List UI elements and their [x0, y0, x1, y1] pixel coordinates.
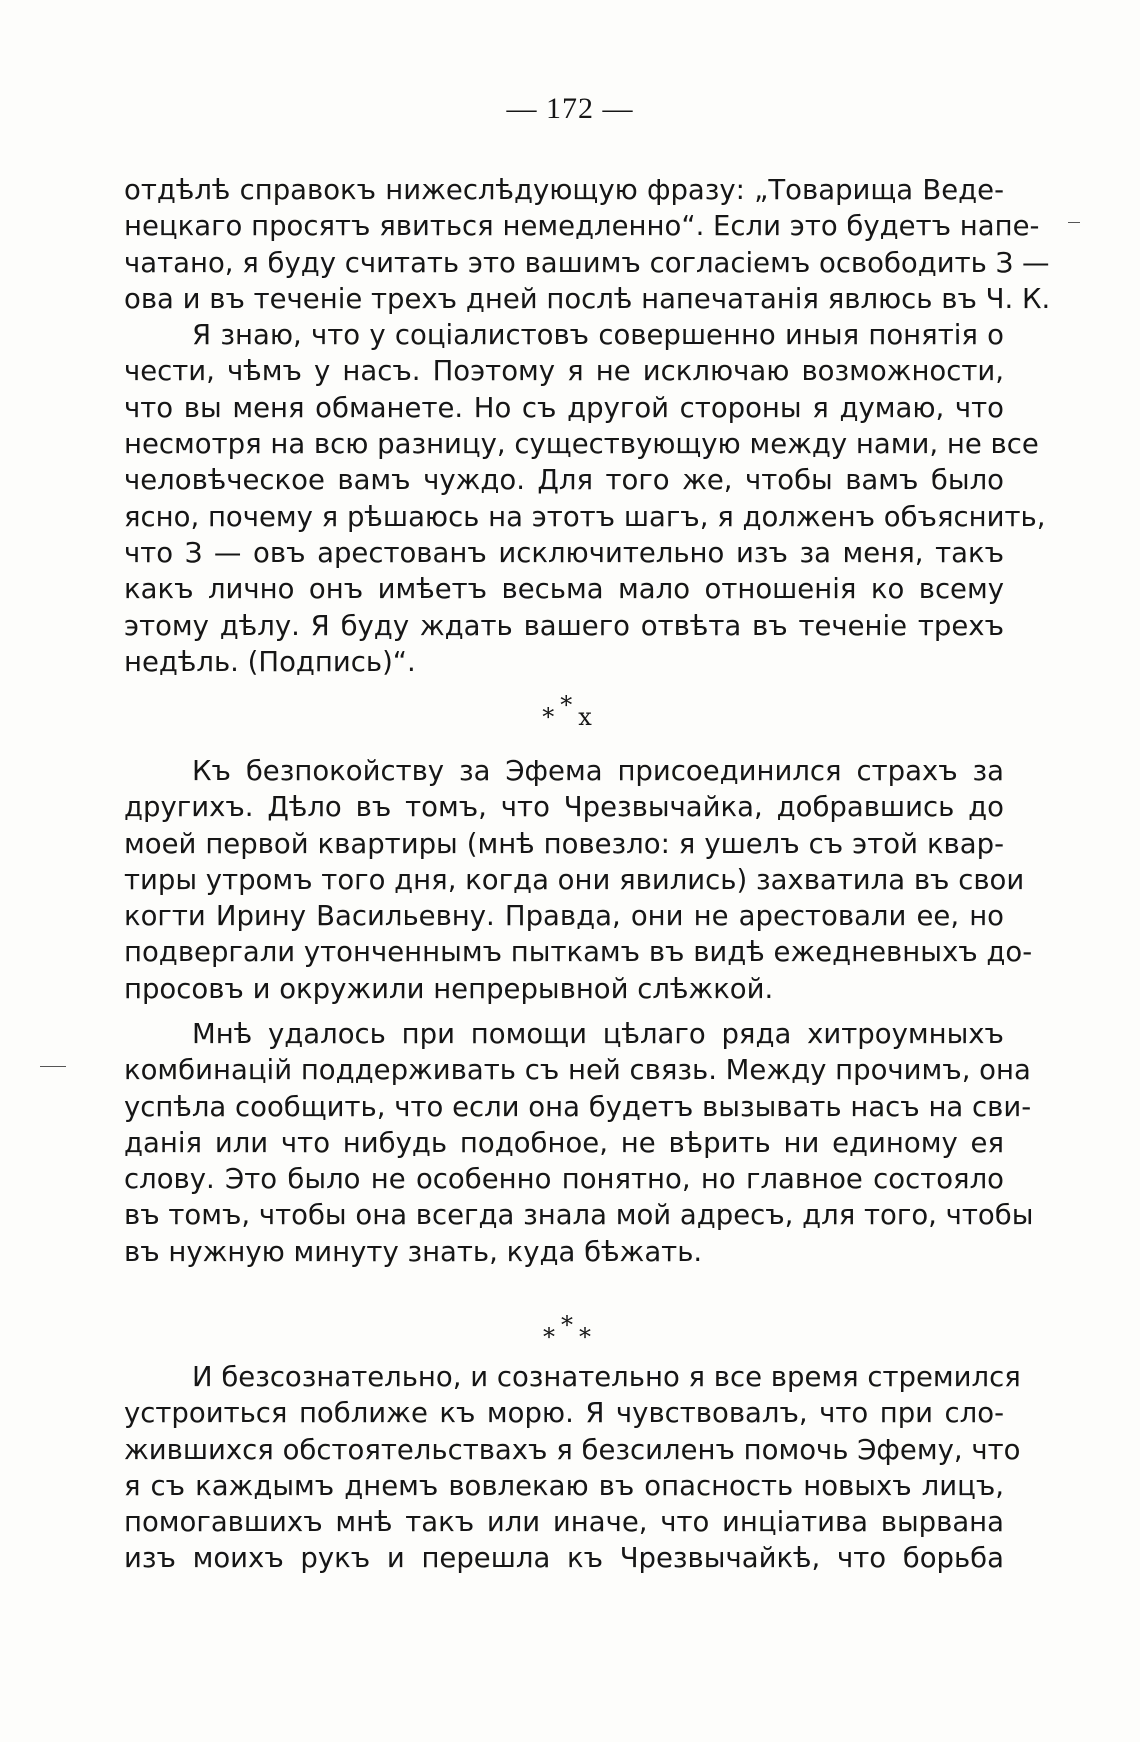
text-line: ова и въ теченіе трехъ дней послѣ напечатанія явлюсь въ Ч. К.	[124, 282, 1051, 315]
text-line: когти Ирину Васильевну. Правда, они не арестовали ее, но	[124, 900, 1004, 933]
text-line: тиры утромъ того дня, когда они явились) захватила въ свои	[124, 863, 1025, 896]
text-line: чести, чѣмъ у насъ. Поэтому я не исключаю возможности,	[124, 355, 1004, 388]
text-line: изъ моихъ рукъ и перешла къ Чрезвычайкѣ, что борьба	[124, 1542, 1004, 1575]
text-line: я съ каждымъ днемъ вовлекаю въ опасность новыхъ лицъ,	[124, 1469, 1004, 1502]
asterisk: *	[560, 691, 579, 719]
text-line: въ томъ, чтобы она всегда знала мой адресъ, для того, чтобы	[124, 1199, 1034, 1232]
text-line: Я знаю, что у соціалистовъ совершенно иныя понятія о	[192, 319, 1004, 352]
text-line: данія или что нибудь подобное, не вѣрить ни единому ея	[124, 1126, 1004, 1159]
text-line: подвергали утонченнымъ пыткамъ въ видѣ ежедневныхъ до-	[124, 936, 1033, 969]
paragraph-fear	[124, 753, 1033, 1007]
text-line: чатано, я буду считать это вашимъ согласіемъ освободить З —	[124, 246, 1050, 279]
text-line: устроиться поближе къ морю. Я чувствовалъ, что при сло-	[124, 1397, 1004, 1430]
section-break	[0, 691, 1140, 731]
text-line: моей первой квартиры (мнѣ повезло: я ушелъ съ этой квар-	[124, 827, 1004, 860]
page-number: — 172 —	[506, 92, 634, 125]
text-line: что вы меня обманете. Но съ другой стороны я думаю, что	[124, 391, 1004, 424]
paragraph-sea	[124, 1359, 1021, 1577]
text-line: Къ безпокойству за Эфема присоединился страхъ за	[192, 755, 1004, 787]
text-line: И безсознательно, и сознательно я все время стремился	[192, 1361, 1021, 1393]
text-line: нецкаго просятъ явиться немедленно“. Если это будетъ напе-	[124, 210, 1040, 243]
text-line: какъ лично онъ имѣетъ весьма мало отношенія ко всему	[124, 573, 1004, 606]
asterisk: *	[542, 703, 561, 731]
text-line: успѣла сообщить, что если она будетъ вызывать насъ на сви-	[124, 1090, 1032, 1123]
text-line: жившихся обстоятельствахъ я безсиленъ помочь Эфему, что	[124, 1433, 1021, 1466]
scan-mark	[1068, 222, 1080, 223]
text-line: слову. Это было не особенно понятно, но главное состояло	[124, 1163, 1004, 1196]
text-line: этому дѣлу. Я буду ждать вашего отвѣта въ теченіе трехъ	[124, 609, 1004, 642]
text-line: отдѣлѣ справокъ нижеслѣдующую фразу: „Товарища Веде-	[124, 174, 1004, 206]
text-line: что З — овъ арестованъ исключительно изъ за меня, такъ	[124, 536, 1004, 569]
paragraph-letter-end	[124, 172, 1051, 680]
text-line: несмотря на всю разницу, существующую между нами, не все	[124, 428, 1039, 461]
paragraph-contact	[124, 1016, 1034, 1270]
text-line: въ нужную минуту знать, куда бѣжать.	[124, 1235, 703, 1268]
text-line: другихъ. Дѣло въ томъ, что Чрезвычайка, добравшись до	[124, 791, 1004, 824]
asterisk: *	[543, 1323, 561, 1351]
text-line: Мнѣ удалось при помощи цѣлаго ряда хитроумныхъ	[192, 1018, 1004, 1050]
text-line: просовъ и окружили непрерывной слѣжкой.	[124, 972, 774, 1005]
asterisk: *	[561, 1311, 579, 1339]
text-line: помогавшихъ мнѣ такъ или иначе, что инціатива вырвана	[124, 1506, 1004, 1539]
text-line: недѣль. (Подпись)“.	[124, 645, 416, 678]
text-line: человѣческое вамъ чуждо. Для того же, чтобы вамъ было	[124, 464, 1004, 497]
asterisk: x	[578, 703, 598, 731]
asterisk: *	[579, 1323, 597, 1351]
text-line: комбинацій поддерживать съ ней связь. Между прочимъ, она	[124, 1054, 1031, 1087]
scan-mark	[40, 1066, 66, 1067]
text-line: ясно, почему я рѣшаюсь на этотъ шагъ, я долженъ объяснить,	[124, 500, 1046, 533]
section-break	[0, 1311, 1140, 1351]
